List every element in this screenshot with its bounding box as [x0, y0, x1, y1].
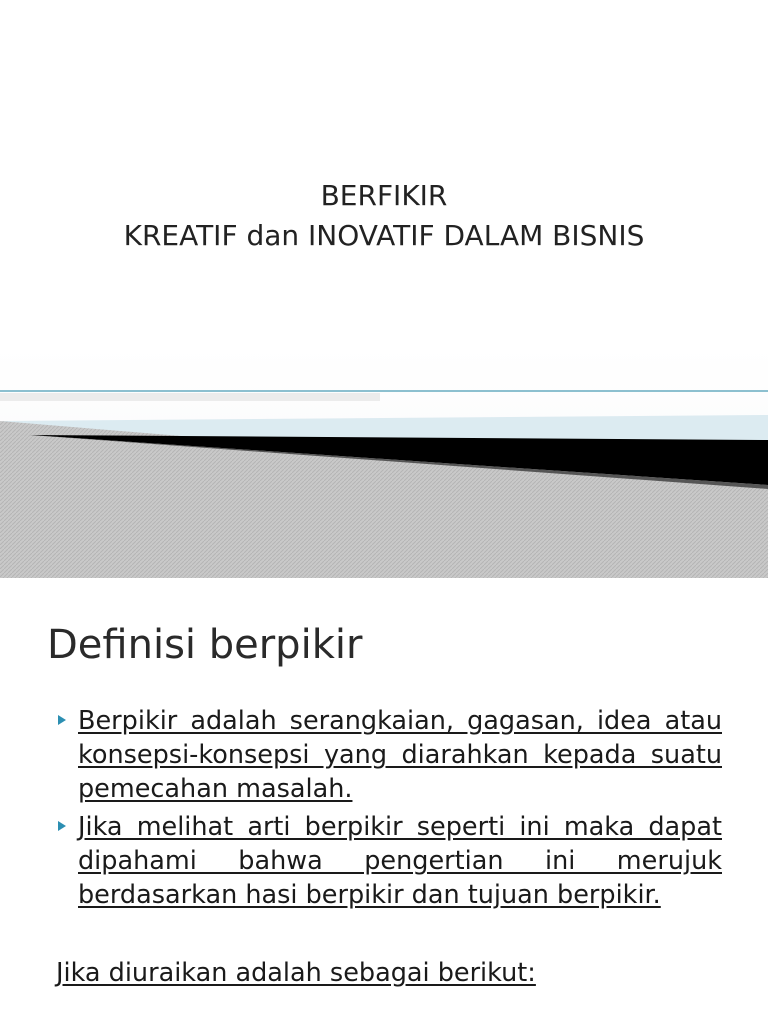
slide-heading: Definisi berpikir [47, 622, 363, 668]
title-line-1: BERFIKIR [320, 179, 448, 212]
bullet-text: Jika melihat arti berpikir seperti ini maka dapat dipahami bahwa pengertian ini merujuk berdasarkan hasi berpikir dan tujuan berpikir. [78, 812, 722, 910]
footer-text: Jika diuraikan adalah sebagai berikut: [56, 958, 536, 988]
title-line-2: KREATIF dan INOVATIF DALAM BISNIS [123, 219, 645, 252]
faint-strip [0, 393, 380, 401]
bullet-item [58, 704, 722, 806]
bullet-arrow-icon [58, 715, 66, 725]
bullet-item [58, 810, 722, 912]
slide-title [0, 176, 768, 256]
bullet-text: Berpikir adalah serangkaian, gagasan, idea atau konsepsi-konsepsi yang diarahkan kepada suatu pemecahan masalah. [78, 706, 722, 804]
bullet-arrow-icon [58, 821, 66, 831]
bullet-list [58, 704, 722, 916]
decorative-wave-band [0, 385, 768, 578]
content-slide [0, 578, 768, 1024]
